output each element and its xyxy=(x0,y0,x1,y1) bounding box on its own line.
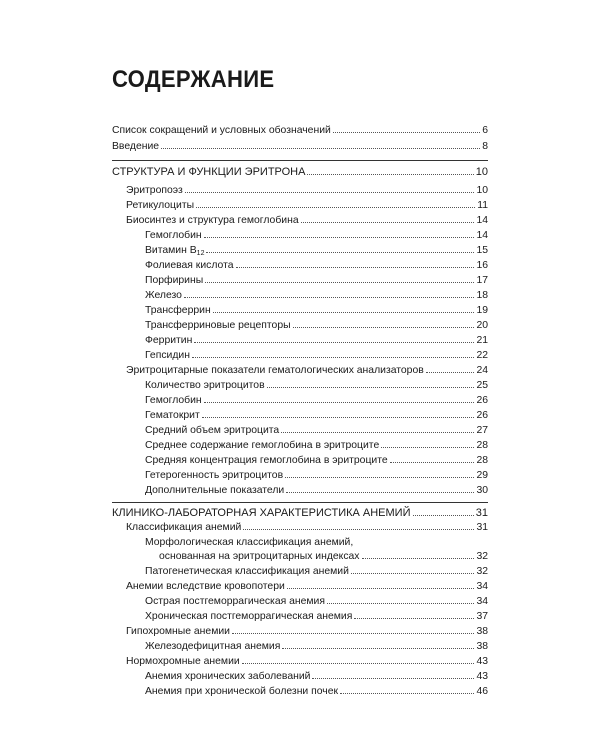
toc-leader-dots xyxy=(236,267,475,268)
toc-entry xyxy=(145,671,488,684)
toc-entry-title: Трансферрин xyxy=(145,305,211,316)
toc-entry xyxy=(126,185,488,198)
toc-entry-page: 27 xyxy=(476,425,488,436)
toc-leader-dots xyxy=(204,402,475,403)
toc-entry-title: Фолиевая кислота xyxy=(145,260,234,271)
toc-entry xyxy=(112,141,488,154)
toc-entry xyxy=(145,335,488,348)
toc-entry xyxy=(126,626,488,639)
toc-entry-title: Гемоглобин xyxy=(145,395,202,406)
toc-leader-dots xyxy=(293,327,475,328)
toc-entry-title: Классификация анемий xyxy=(126,522,242,533)
toc-leader-dots xyxy=(381,447,474,448)
toc-leader-dots xyxy=(327,603,474,604)
toc-leader-dots xyxy=(281,432,474,433)
toc-entry xyxy=(112,125,488,138)
toc-entry-page: 20 xyxy=(476,320,488,331)
toc-entry-title: Хроническая постгеморрагическая анемия xyxy=(145,611,353,622)
toc-entry xyxy=(126,365,488,378)
toc-leader-dots xyxy=(301,222,475,223)
toc-entry-title: Патогенетическая классификация анемий xyxy=(145,566,349,577)
toc-entry-page: 26 xyxy=(476,410,488,421)
toc-leader-dots xyxy=(312,678,474,679)
toc-entry xyxy=(145,566,488,579)
toc-entry-page: 37 xyxy=(476,611,488,622)
toc-entry-title: Гематокрит xyxy=(145,410,200,421)
toc-entry-title: Средняя концентрация гемоглобина в эритроците xyxy=(145,455,388,466)
toc-entry xyxy=(145,305,488,318)
toc-entry-title: Ретикулоциты xyxy=(126,200,195,211)
toc-leader-dots xyxy=(213,312,475,313)
toc-entry-title: КЛИНИКО-ЛАБОРАТОРНАЯ ХАРАКТЕРИСТИКА АНЕМИЙ xyxy=(112,507,411,519)
toc-leader-dots xyxy=(243,529,474,530)
toc-entry-title: Гемоглобин xyxy=(145,230,202,241)
toc-entry-title: Анемии вследствие кровопотери xyxy=(126,581,285,592)
toc-entry-page: 26 xyxy=(476,395,488,406)
toc-entry-page: 31 xyxy=(476,522,488,533)
toc-entry-page: 8 xyxy=(482,141,488,152)
toc-leader-dots xyxy=(194,342,474,343)
toc-leader-dots xyxy=(161,148,480,149)
toc-entry-page: 34 xyxy=(476,596,488,607)
toc-section-heading xyxy=(112,166,488,179)
toc-entry xyxy=(145,425,488,438)
toc-entry-page: 31 xyxy=(475,507,488,519)
toc-entry-title: Дополнительные показатели xyxy=(145,485,285,496)
toc-entry xyxy=(145,410,488,423)
toc-entry xyxy=(145,686,488,699)
toc-leader-dots xyxy=(286,492,474,493)
toc-entry-title: Гипохромные анемии xyxy=(126,626,230,637)
toc-entry xyxy=(145,260,488,273)
toc-entry-title: Эритроцитарные показатели гематологических анализаторов xyxy=(126,365,424,376)
toc-entry xyxy=(145,611,488,624)
toc-entry-page: 28 xyxy=(476,455,488,466)
toc-entry-page: 21 xyxy=(476,335,488,346)
toc-leader-dots xyxy=(206,252,474,253)
toc-leader-dots xyxy=(362,558,475,559)
section-divider xyxy=(112,502,488,503)
toc-leader-dots xyxy=(426,372,475,373)
toc-entry-title: Средний объем эритроцита xyxy=(145,425,280,436)
toc-entry-page: 32 xyxy=(476,566,488,577)
toc-entry-title: Железо xyxy=(145,290,182,301)
toc-entry-page: 11 xyxy=(477,200,488,211)
toc-entry-page: 17 xyxy=(476,275,488,286)
toc-entry-page: 38 xyxy=(476,626,488,637)
toc-entry-page: 46 xyxy=(476,686,488,697)
toc-entry xyxy=(126,200,488,213)
toc-entry-page: 38 xyxy=(476,641,488,652)
toc-entry-page: 29 xyxy=(476,470,488,481)
toc-entry-page: 18 xyxy=(476,290,488,301)
toc-entry-title-main: Витамин B xyxy=(145,245,197,256)
toc-leader-dots xyxy=(354,618,474,619)
toc-entry-page: 43 xyxy=(476,656,488,667)
toc-entry xyxy=(145,440,488,453)
toc-entry-page: 22 xyxy=(476,350,488,361)
toc-entry-page: 10 xyxy=(476,185,488,196)
toc-leader-dots xyxy=(184,297,474,298)
toc-entry-title: Морфологическая классификация анемий, xyxy=(145,537,354,548)
toc-entry xyxy=(126,215,488,228)
toc-entry-page: 15 xyxy=(476,245,488,256)
toc-leader-dots xyxy=(282,648,474,649)
toc-leader-dots xyxy=(232,633,474,634)
toc-entry-line xyxy=(145,537,488,550)
toc-entry xyxy=(145,596,488,609)
toc-entry-title: Анемия хронических заболеваний xyxy=(145,671,311,682)
toc-entry xyxy=(145,470,488,483)
toc-entry-page: 30 xyxy=(476,485,488,496)
toc-entry xyxy=(126,581,488,594)
toc-entry-page: 19 xyxy=(476,305,488,316)
toc-entry xyxy=(145,551,488,564)
toc-entry-title: Железодефицитная анемия xyxy=(145,641,281,652)
toc-leader-dots xyxy=(390,462,475,463)
toc-section-heading xyxy=(112,507,488,520)
toc-entry-title: Биосинтез и структура гемоглобина xyxy=(126,215,299,226)
toc-entry-title xyxy=(145,245,204,257)
toc-entry-title: Эритропоэз xyxy=(126,185,183,196)
toc-entry-title: Нормохромные анемии xyxy=(126,656,240,667)
page-title: СОДЕРЖАНИЕ xyxy=(112,66,275,93)
toc-entry-page: 28 xyxy=(476,440,488,451)
toc-leader-dots xyxy=(242,663,475,664)
toc-entry-page: 25 xyxy=(476,380,488,391)
toc-entry-page: 34 xyxy=(476,581,488,592)
toc-leader-dots xyxy=(333,132,480,133)
toc-entry-title: Трансферриновые рецепторы xyxy=(145,320,291,331)
toc-leader-dots xyxy=(287,588,475,589)
toc-entry-title: Гепсидин xyxy=(145,350,190,361)
toc-entry xyxy=(126,522,488,535)
toc-entry-page: 14 xyxy=(476,215,488,226)
toc-entry xyxy=(145,395,488,408)
toc-entry xyxy=(145,380,488,393)
toc-entry-title: Гетерогенность эритроцитов xyxy=(145,470,284,481)
toc-leader-dots xyxy=(413,515,474,516)
toc-entry-title: основанная на эритроцитарных индексах xyxy=(159,551,360,562)
toc-entry xyxy=(126,656,488,669)
toc-leader-dots xyxy=(351,573,475,574)
toc-entry-title: Количество эритроцитов xyxy=(145,380,265,391)
toc-entry-page: 10 xyxy=(475,166,488,178)
toc-leader-dots xyxy=(202,417,475,418)
toc-entry xyxy=(145,290,488,303)
toc-entry-page: 32 xyxy=(476,551,488,562)
toc-entry xyxy=(145,350,488,363)
toc-entry-title: Список сокращений и условных обозначений xyxy=(112,125,331,136)
toc-entry xyxy=(145,641,488,654)
toc-entry xyxy=(145,455,488,468)
toc-entry-page: 16 xyxy=(476,260,488,271)
section-divider xyxy=(112,160,488,161)
toc-leader-dots xyxy=(267,387,475,388)
toc-leader-dots xyxy=(204,237,475,238)
toc-leader-dots xyxy=(185,192,475,193)
toc-leader-dots xyxy=(307,174,473,175)
toc-entry-page: 6 xyxy=(482,125,488,136)
toc-leader-dots xyxy=(340,693,474,694)
toc-entry xyxy=(145,320,488,333)
toc-entry-title: Введение xyxy=(112,141,160,152)
toc-entry xyxy=(145,275,488,288)
toc-entry-title: СТРУКТУРА И ФУНКЦИИ ЭРИТРОНА xyxy=(112,166,306,178)
toc-entry-page: 43 xyxy=(476,671,488,682)
toc-leader-dots xyxy=(196,207,475,208)
toc-entry-title: Ферритин xyxy=(145,335,193,346)
toc-entry-title: Среднее содержание гемоглобина в эритроците xyxy=(145,440,380,451)
toc-leader-dots xyxy=(205,282,474,283)
toc-entry xyxy=(145,485,488,498)
toc-entry-title: Порфирины xyxy=(145,275,204,286)
toc-entry xyxy=(145,245,488,258)
toc-entry-page: 24 xyxy=(476,365,488,376)
toc-entry xyxy=(145,230,488,243)
toc-leader-dots xyxy=(192,357,474,358)
subscript: 12 xyxy=(196,250,205,257)
toc-entry-page: 14 xyxy=(476,230,488,241)
toc-entry-title: Анемия при хронической болезни почек xyxy=(145,686,339,697)
toc-leader-dots xyxy=(285,477,474,478)
toc-entry-title: Острая постгеморрагическая анемия xyxy=(145,596,325,607)
